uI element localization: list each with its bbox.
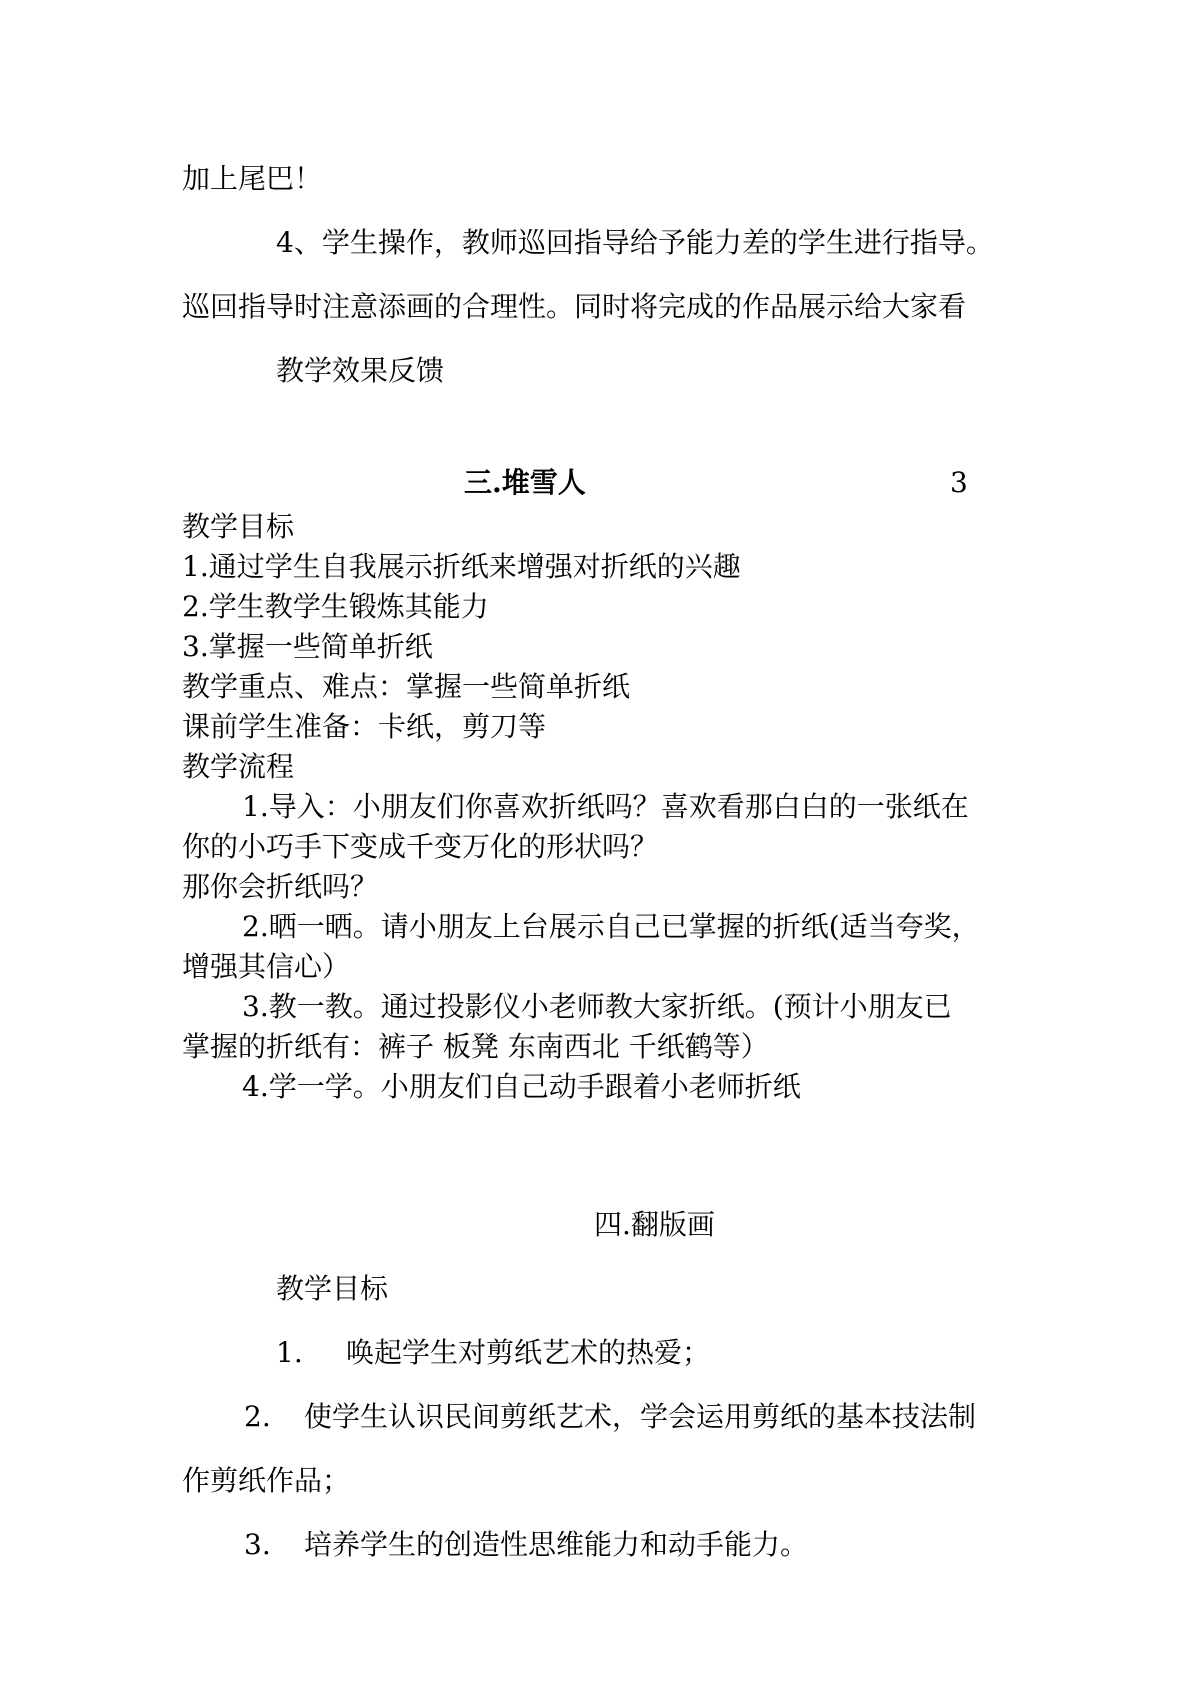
list-item: 2.学生教学生锻炼其能力	[182, 590, 489, 623]
paragraph-line: 你的小巧手下变成千变万化的形状吗？	[182, 830, 659, 863]
section-heading: 教学目标	[276, 1272, 389, 1305]
list-item	[276, 1336, 710, 1370]
list-item: 1.通过学生自我展示折纸来增强对折纸的兴趣	[182, 550, 741, 583]
list-item	[244, 1400, 976, 1434]
page-number: 3	[950, 466, 968, 499]
paragraph-line: 巡回指导时注意添画的合理性。同时将完成的作品展示给大家看	[182, 290, 967, 323]
paragraph-line: 加上尾巴！	[182, 162, 323, 195]
paragraph-line: 3.教一教。通过投影仪小老师教大家折纸。(预计小朋友已	[242, 990, 952, 1023]
section-title: 三.堆雪人	[464, 466, 586, 499]
section-heading: 教学目标	[182, 510, 295, 543]
list-number: 2.	[244, 1400, 271, 1433]
paragraph-line: 2.晒一晒。请小朋友上台展示自己已掌握的折纸(适当夸奖，	[242, 910, 980, 943]
list-text: 使学生认识民间剪纸艺术，学会运用剪纸的基本技法制	[304, 1400, 977, 1433]
section-title: 四.翻版画	[594, 1208, 715, 1241]
paragraph-line: 教学效果反馈	[276, 354, 445, 387]
paragraph-line: 课前学生准备：卡纸，剪刀等	[182, 710, 547, 743]
paragraph-line: 教学重点、难点：掌握一些简单折纸	[182, 670, 631, 703]
list-number: 1.	[276, 1336, 303, 1369]
list-text: 培养学生的创造性思维能力和动手能力。	[304, 1528, 809, 1561]
paragraph-line: 增强其信心）	[182, 950, 351, 983]
paragraph-line: 那你会折纸吗？	[182, 870, 379, 903]
paragraph-line: 掌握的折纸有：裤子 板凳 东南西北 千纸鹤等）	[182, 1030, 769, 1063]
section-heading: 教学流程	[182, 750, 295, 783]
list-item	[244, 1528, 808, 1562]
paragraph-line: 1.导入：小朋友们你喜欢折纸吗？喜欢看那白白的一张纸在	[242, 790, 969, 823]
list-number: 3.	[244, 1528, 271, 1561]
paragraph-line: 4.学一学。小朋友们自己动手跟着小老师折纸	[242, 1070, 801, 1103]
paragraph-line: 作剪纸作品；	[182, 1464, 351, 1497]
list-text: 唤起学生对剪纸艺术的热爱；	[346, 1336, 711, 1369]
paragraph-line: 4、学生操作，教师巡回指导给予能力差的学生进行指导。	[276, 226, 994, 259]
list-item: 3.掌握一些简单折纸	[182, 630, 433, 663]
